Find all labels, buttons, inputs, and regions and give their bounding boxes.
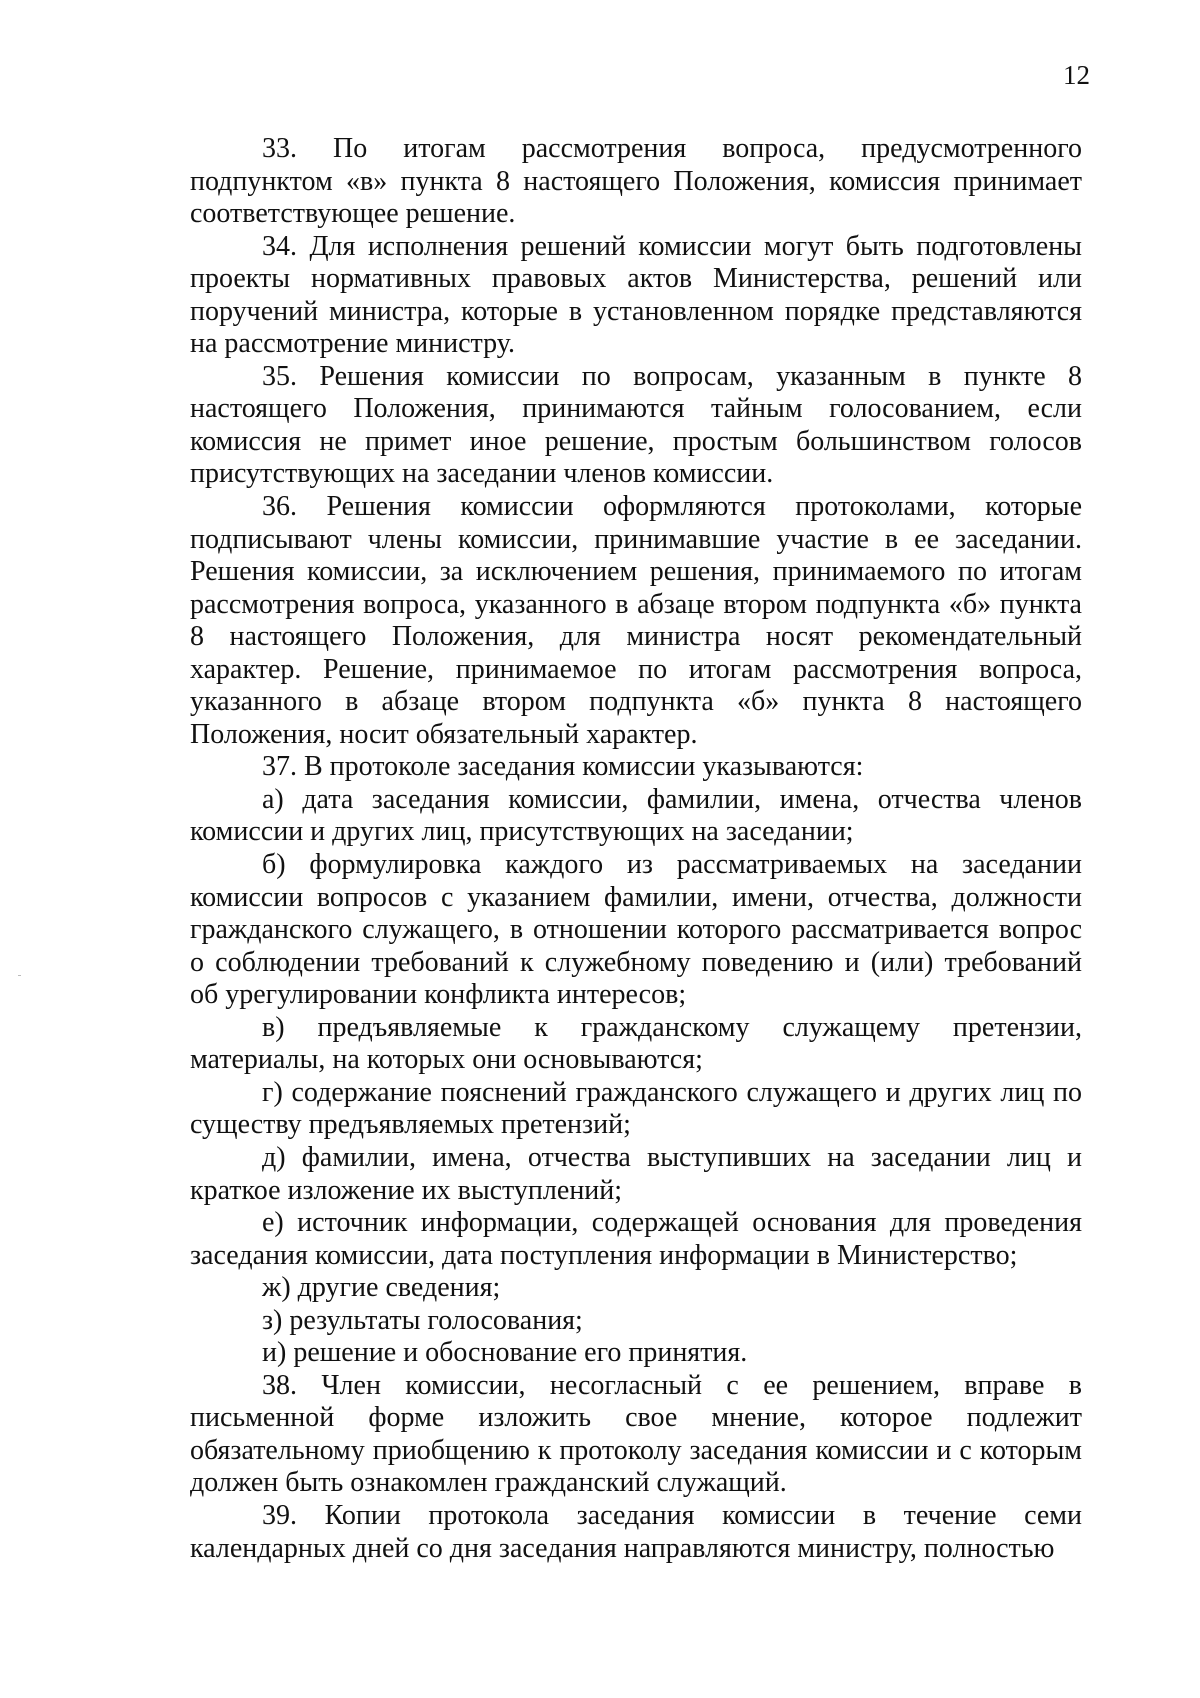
paragraph-text: По итогам рассмотрения вопроса, предусмотренного подпунктом «в» пункта 8 настоящего Положения, комиссия принимает соответствующее решение.: [190, 133, 1082, 230]
paragraph-text: Член комиссии, несогласный с ее решением, вправе в письменной форме изложить свое мнение, которое подлежит обязательному приобщению к протоколу заседания комиссии и с которым должен быть ознакомлен гражданский служащий.: [190, 1369, 1082, 1499]
paragraph-number: 35.: [262, 360, 297, 392]
paragraph-text: В протоколе заседания комиссии указываются:: [304, 751, 864, 783]
paragraph-39: [190, 1500, 1082, 1565]
subitem-text: результаты голосования;: [289, 1304, 583, 1336]
subitem-g: [190, 1077, 1082, 1142]
subitem-v: [190, 1012, 1082, 1077]
subitem-text: источник информации, содержащей основания для проведения заседания комиссии, дата поступления информации в Министерство;: [190, 1207, 1082, 1271]
subitem-i: [190, 1337, 1082, 1370]
paragraph-number: 37.: [262, 751, 297, 783]
subitem-letter: з): [262, 1304, 283, 1336]
subitem-text: дата заседания комиссии, фамилии, имена, отчества членов комиссии и других лиц, присутствующих на заседании;: [190, 783, 1082, 848]
paragraph-37: [190, 751, 1082, 784]
paragraph-36: [190, 491, 1082, 751]
paragraph-38: [190, 1370, 1082, 1500]
subitem-text: фамилии, имена, отчества выступивших на заседании лиц и краткое изложение их выступлений;: [190, 1141, 1083, 1206]
subitem-letter: и): [262, 1337, 287, 1369]
paragraph-text: Копии протокола заседания комиссии в течение семи календарных дней со дня заседания направляются министру, полностью: [190, 1499, 1083, 1564]
subitem-d: [190, 1142, 1082, 1207]
paragraph-text: Для исполнения решений комиссии могут быть подготовлены проекты нормативных правовых актов Министерства, решений или поручений министра, которые в установленном порядке представляются на рассмотрение министру.: [190, 230, 1082, 360]
subitem-e: [190, 1207, 1082, 1272]
subitem-zh: [190, 1272, 1082, 1305]
paragraph-text: Решения комиссии по вопросам, указанным в пункте 8 настоящего Положения, принимаются тайным голосованием, если комиссия не примет иное решение, простым большинством голосов присутствующих на заседании членов комиссии.: [190, 360, 1083, 490]
subitem-letter: ж): [262, 1272, 291, 1304]
document-body: [190, 133, 1082, 1565]
paragraph-number: 36.: [262, 491, 297, 523]
paragraph-number: 39.: [262, 1499, 297, 1531]
subitem-text: решение и обоснование его принятия.: [293, 1337, 748, 1369]
subitem-text: содержание пояснений гражданского служащего и других лиц по существу предъявляемых претензий;: [190, 1076, 1082, 1141]
subitem-z: [190, 1305, 1082, 1338]
subitem-text: предъявляемые к гражданскому служащему претензии, материалы, на которых они основываются;: [190, 1011, 1083, 1076]
subitem-a: [190, 784, 1082, 849]
subitem-text: формулировка каждого из рассматриваемых на заседании комиссии вопросов с указанием фамилии, имени, отчества, должности гражданского служащего, в отношении которого рассматривается вопрос о соблюдении требований к служебному поведению и (или) требований об урегулировании конфликта интересов;: [190, 849, 1083, 1011]
paragraph-number: 33.: [262, 133, 297, 164]
paragraph-34: [190, 231, 1082, 361]
subitem-text: другие сведения;: [297, 1272, 501, 1304]
page-number: 12: [1063, 60, 1090, 90]
subitem-b: [190, 849, 1082, 1012]
subitem-letter: д): [262, 1141, 286, 1173]
paragraph-number: 38.: [262, 1369, 297, 1401]
subitem-letter: б): [262, 849, 286, 881]
paragraph-text: Решения комиссии оформляются протоколами, которые подписывают члены комиссии, принимавшие участие в ее заседании. Решения комиссии, за исключением решения, принимаемого по итогам рассмотрения вопроса, указанного в абзаце втором подпункта «б» пункта 8 настоящего Положения, для министра носят рекомендательный характер. Решение, принимаемое по итогам рассмотрения вопроса, указанного в абзаце втором подпункта «б» пункта 8 настоящего Положения, носит обязательный характер.: [190, 491, 1083, 750]
subitem-letter: в): [262, 1011, 285, 1043]
subitem-letter: а): [262, 783, 284, 815]
paragraph-33: [190, 133, 1082, 231]
subitem-letter: г): [262, 1076, 283, 1108]
paragraph-number: 34.: [262, 230, 297, 262]
subitem-letter: е): [262, 1207, 284, 1239]
paragraph-35: [190, 361, 1082, 491]
scan-speck: [18, 975, 21, 976]
